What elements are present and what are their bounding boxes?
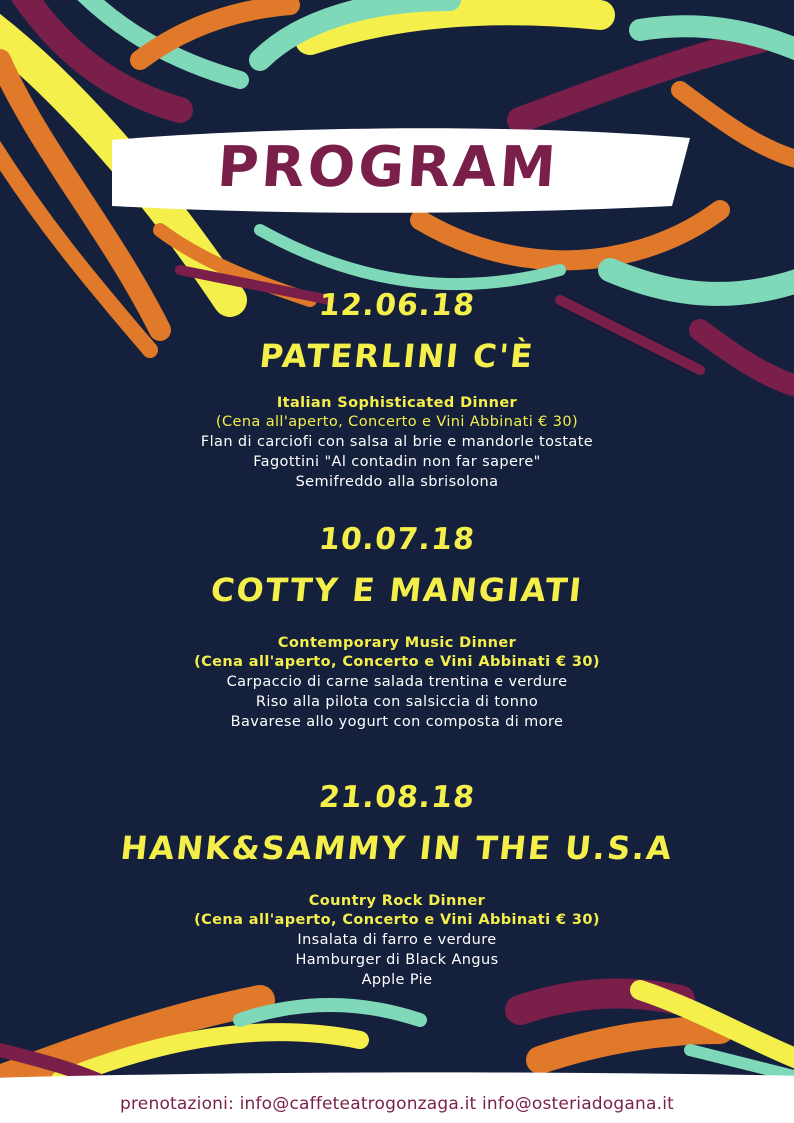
event-date: 21.08.18 <box>317 780 477 815</box>
event-price: (Cena all'aperto, Concerto e Vini Abbinati € 30) <box>194 912 600 928</box>
event-block-1 <box>0 288 794 490</box>
event-date: 12.06.18 <box>317 288 477 323</box>
event-price: (Cena all'aperto, Concerto e Vini Abbinati € 30) <box>194 654 600 670</box>
course-item: Bavarese allo yogurt con composta di more <box>230 714 564 730</box>
event-title: PATERLINI C'È <box>257 337 537 375</box>
event-block-2 <box>0 522 794 730</box>
event-title: COTTY E MANGIATI <box>209 571 585 609</box>
event-title: HANK&SAMMY IN THE U.S.A <box>118 829 676 867</box>
event-block-3 <box>0 780 794 988</box>
course-item: Semifreddo alla sbrisolona <box>295 474 499 490</box>
course-item: Flan di carciofi con salsa al brie e mandorle tostate <box>200 434 594 450</box>
event-subtitle: Country Rock Dinner <box>308 893 486 909</box>
course-item: Riso alla pilota con salsiccia di tonno <box>255 694 539 710</box>
course-item: Hamburger di Black Angus <box>295 952 499 968</box>
event-date: 10.07.18 <box>317 522 477 557</box>
page-title: PROGRAM <box>215 135 561 200</box>
event-price: (Cena all'aperto, Concerto e Vini Abbinati € 30) <box>215 414 579 430</box>
event-subtitle: Contemporary Music Dinner <box>277 635 517 651</box>
booking-contacts: prenotazioni: info@caffeteatrogonzaga.it info@osteriadogana.it <box>120 1094 674 1114</box>
course-item: Fagottini "Al contadin non far sapere" <box>253 454 541 470</box>
course-item: Insalata di farro e verdure <box>297 932 497 948</box>
course-item: Carpaccio di carne salada trentina e verdure <box>226 674 568 690</box>
event-subtitle: Italian Sophisticated Dinner <box>276 395 518 411</box>
course-item: Apple Pie <box>361 972 433 988</box>
